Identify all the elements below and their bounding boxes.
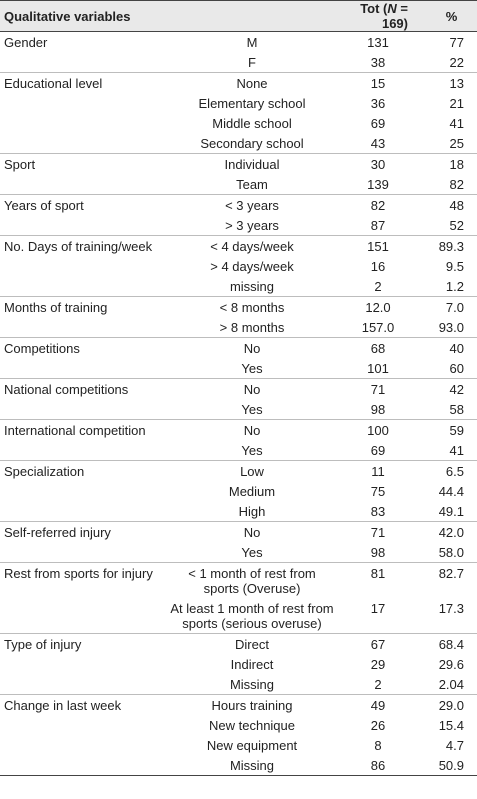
cell-total: 139: [367, 177, 389, 192]
cell-percent: 7.0: [422, 297, 477, 318]
cell-category: Low: [170, 461, 334, 482]
table-header: [0, 1, 477, 32]
cell-percent: 4.7: [445, 738, 464, 753]
cell-total: 26: [370, 718, 386, 733]
cell-variable: [0, 399, 170, 420]
cell-total: 36: [370, 96, 386, 111]
cell-total: 69: [370, 443, 386, 458]
cell-percent: 2.04: [438, 677, 464, 692]
cell-percent: 82.7: [422, 563, 477, 599]
table-row: [0, 52, 477, 73]
header-total: Tot (N = 169): [334, 1, 422, 32]
cell-percent: 82: [449, 177, 464, 192]
cell-total: 15: [334, 73, 422, 94]
table-row: [0, 73, 477, 94]
cell-percent: 25: [449, 136, 464, 151]
cell-category: No: [170, 379, 334, 400]
cell-total: 98: [370, 402, 386, 417]
cell-total: 157.0: [361, 320, 395, 335]
cell-category: Missing: [229, 677, 275, 692]
table-row: [0, 317, 477, 338]
cell-variable: Self-referred injury: [0, 522, 170, 543]
cell-category: No: [170, 338, 334, 359]
table-row: [0, 93, 477, 113]
table-row: [0, 32, 477, 53]
header-row: [0, 1, 477, 32]
cell-total: 2: [374, 279, 382, 294]
cell-total: 38: [370, 55, 386, 70]
cell-category: < 1 month of rest from sports (Overuse): [170, 563, 334, 599]
cell-percent: 44.4: [438, 484, 464, 499]
cell-percent: 58: [449, 402, 464, 417]
cell-variable: [0, 215, 170, 236]
cell-category: Missing: [170, 755, 334, 776]
table-row: [0, 236, 477, 257]
header-category: [170, 1, 334, 32]
cell-total: 87: [370, 218, 386, 233]
cell-category: None: [170, 73, 334, 94]
table-row: [0, 420, 477, 441]
cell-category: No: [170, 522, 334, 543]
cell-category: missing: [229, 279, 275, 294]
cell-variable: Months of training: [0, 297, 170, 318]
cell-variable: Change in last week: [0, 695, 170, 716]
table-row: [0, 522, 477, 543]
cell-total: 29: [370, 657, 386, 672]
cell-total: 71: [334, 379, 422, 400]
cell-percent: 22: [449, 55, 464, 70]
cell-percent: 52: [449, 218, 464, 233]
cell-variable: Educational level: [0, 73, 170, 94]
cell-variable: [0, 598, 170, 634]
cell-total: 81: [334, 563, 422, 599]
cell-percent: 42: [422, 379, 477, 400]
cell-category: > 4 days/week: [210, 259, 294, 274]
cell-variable: [0, 674, 170, 695]
cell-percent: 41: [449, 116, 464, 131]
cell-percent: 6.5: [422, 461, 477, 482]
table-row: [0, 379, 477, 400]
cell-category: No: [170, 420, 334, 441]
cell-variable: Type of injury: [0, 634, 170, 655]
cell-category: < 3 years: [170, 195, 334, 216]
table-row: [0, 598, 477, 634]
table-row: [0, 174, 477, 195]
cell-variable: [0, 256, 170, 276]
cell-total: 151: [334, 236, 422, 257]
cell-percent: 29.6: [438, 657, 464, 672]
cell-percent: 9.5: [445, 259, 464, 274]
cell-total: 71: [334, 522, 422, 543]
table-row: [0, 501, 477, 522]
table-row: [0, 755, 477, 776]
cell-percent: 29.0: [422, 695, 477, 716]
cell-variable: [0, 501, 170, 522]
table-row: [0, 113, 477, 133]
table-row: [0, 634, 477, 655]
cell-category: Secondary school: [200, 136, 304, 151]
cell-percent: 93.0: [438, 320, 464, 335]
cell-total: 8: [374, 738, 382, 753]
cell-total: 30: [334, 154, 422, 175]
cell-total: 67: [334, 634, 422, 655]
cell-total: 12.0: [334, 297, 422, 318]
cell-category: Indirect: [230, 657, 274, 672]
cell-total: 68: [334, 338, 422, 359]
table-row: [0, 674, 477, 695]
table-row: [0, 563, 477, 599]
table-row: [0, 542, 477, 563]
cell-category: Medium: [228, 484, 276, 499]
cell-variable: [0, 317, 170, 338]
cell-category: New technique: [209, 718, 295, 733]
cell-percent: 1.2: [445, 279, 464, 294]
table-row: [0, 215, 477, 236]
cell-category: Elementary school: [198, 96, 306, 111]
cell-percent: 68.4: [422, 634, 477, 655]
cell-total: 49: [334, 695, 422, 716]
cell-category: F: [248, 55, 256, 70]
cell-variable: [0, 440, 170, 461]
table-row: [0, 715, 477, 735]
cell-variable: [0, 358, 170, 379]
cell-percent: 50.9: [422, 755, 477, 776]
cell-percent: 41: [449, 443, 464, 458]
cell-category: Yes: [241, 545, 263, 560]
cell-percent: 48: [422, 195, 477, 216]
cell-category: < 4 days/week: [170, 236, 334, 257]
cell-category: High: [238, 504, 266, 519]
cell-total: 75: [370, 484, 386, 499]
cell-variable: [0, 715, 170, 735]
table-row: [0, 297, 477, 318]
cell-percent: 89.3: [422, 236, 477, 257]
cell-percent: 17.3: [438, 601, 464, 616]
cell-category: M: [246, 35, 258, 50]
cell-variable: [0, 133, 170, 154]
table-row: [0, 338, 477, 359]
table-row: [0, 358, 477, 379]
cell-total: 83: [370, 504, 386, 519]
cell-variable: [0, 481, 170, 501]
table-row: [0, 399, 477, 420]
cell-variable: Gender: [4, 35, 48, 50]
cell-variable: Sport: [0, 154, 170, 175]
cell-variable: [0, 113, 170, 133]
cell-variable: [0, 654, 170, 674]
cell-percent: 40: [422, 338, 477, 359]
cell-total: 100: [334, 420, 422, 441]
table-row: [0, 440, 477, 461]
table-row: [0, 654, 477, 674]
cell-category: Yes: [241, 402, 263, 417]
table-row: [0, 481, 477, 501]
cell-percent: 59: [422, 420, 477, 441]
cell-total: 98: [370, 545, 386, 560]
cell-category: > 3 years: [225, 218, 279, 233]
cell-total: 101: [367, 361, 389, 376]
cell-percent: 49.1: [438, 504, 464, 519]
table-row: [0, 133, 477, 154]
cell-category: Middle school: [212, 116, 292, 131]
cell-percent: 18: [422, 154, 477, 175]
cell-variable: [0, 735, 170, 755]
cell-total: 16: [370, 259, 386, 274]
cell-total: 11: [334, 461, 422, 482]
cell-variable: [0, 52, 170, 73]
cell-variable: National competitions: [0, 379, 170, 400]
cell-total: 86: [334, 755, 422, 776]
cell-percent: 21: [449, 96, 464, 111]
cell-category: At least 1 month of rest from sports (serious overuse): [170, 601, 334, 631]
cell-percent: 15.4: [438, 718, 464, 733]
cell-variable: Years of sport: [0, 195, 170, 216]
cell-percent: 13: [422, 73, 477, 94]
cell-percent: 42.0: [422, 522, 477, 543]
header-variable: Qualitative variables: [0, 1, 170, 32]
cell-total: 82: [334, 195, 422, 216]
cell-category: Individual: [170, 154, 334, 175]
cell-variable: No. Days of training/week: [0, 236, 170, 257]
cell-variable: International competition: [0, 420, 170, 441]
cell-variable: [0, 174, 170, 195]
table-row: [0, 735, 477, 755]
table-row: [0, 154, 477, 175]
cell-variable: [0, 276, 170, 297]
cell-total: 131: [367, 35, 389, 50]
table-body: [0, 32, 477, 776]
cell-variable: [0, 755, 170, 776]
cell-category: Hours training: [170, 695, 334, 716]
cell-percent: 58.0: [438, 545, 464, 560]
cell-variable: [0, 542, 170, 563]
cell-category: > 8 months: [219, 320, 285, 335]
cell-variable: Rest from sports for injury: [0, 563, 170, 599]
cell-category: Team: [236, 177, 268, 192]
table-row: [0, 695, 477, 716]
cell-category: Yes: [241, 361, 263, 376]
cell-percent: 77: [449, 35, 464, 50]
cell-category: New equipment: [206, 738, 298, 753]
cell-total: 43: [370, 136, 386, 151]
cell-percent: 60: [449, 361, 464, 376]
cell-category: < 8 months: [170, 297, 334, 318]
cell-category: Yes: [241, 443, 263, 458]
table-row: [0, 256, 477, 276]
cell-total: 69: [370, 116, 386, 131]
header-percent: %: [422, 1, 477, 32]
table-row: [0, 276, 477, 297]
cell-variable: Competitions: [0, 338, 170, 359]
cell-category: Direct: [170, 634, 334, 655]
table-row: [0, 195, 477, 216]
cell-variable: Specialization: [0, 461, 170, 482]
table-row: [0, 461, 477, 482]
cell-variable: [0, 93, 170, 113]
cell-total: 2: [374, 677, 382, 692]
cell-total: 17: [370, 601, 386, 616]
